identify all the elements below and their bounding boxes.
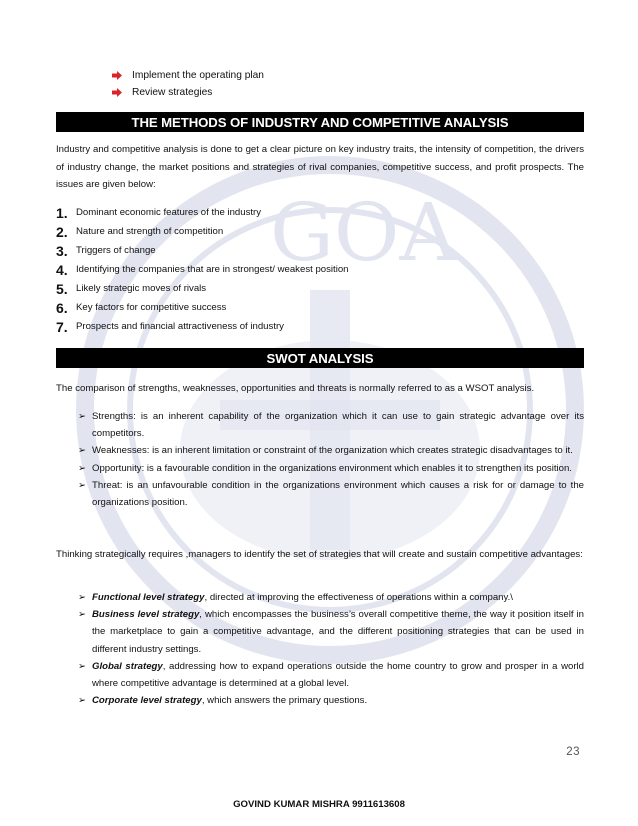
red-arrow-icon	[112, 71, 122, 80]
top-bullet-item	[112, 67, 264, 84]
top-bullet-list	[112, 67, 264, 101]
list-item: ➢ Corporate level strategy, which answers the primary questions.	[78, 692, 584, 709]
swot-list	[78, 408, 584, 511]
list-item: ➢ Weaknesses: is an inherent limitation or constraint of the organization which creates strategic disadvantages to it.	[78, 442, 584, 459]
numbered-issue-list	[56, 203, 349, 336]
svg-text:GOA: GOA	[270, 186, 458, 279]
footer-author: GOVIND KUMAR MISHRA 9911613608	[233, 799, 405, 810]
page-number: 23	[566, 746, 580, 758]
top-bullet-text: Review strategies	[132, 87, 213, 98]
list-item: 7. Prospects and financial attractiveness of industry	[56, 318, 284, 335]
strategy-term: Global strategy	[92, 660, 163, 672]
swot-intro: The comparison of strengths, weaknesses, opportunities and threats is normally referred to as a WSOT analysis.	[56, 383, 535, 394]
list-item: 3. Triggers of change	[56, 242, 156, 259]
list-item: ➢ Global strategy, addressing how to expand operations outside the home country to grow and prosper in a world where competitive advantage is determined at a global level.	[78, 658, 584, 692]
red-arrow-icon	[112, 88, 122, 97]
strategic-thinking-paragraph: Thinking strategically requires ,managers to identify the set of strategies that will create and sustain competitive advantages:	[56, 549, 583, 560]
list-item: ➢ Threat: is an unfavourable condition in the organizations environment which causes a risk for or damage to the organizations position.	[78, 477, 584, 511]
list-item: ➢ Opportunity: is a favourable condition in the organizations environment which enables it to strengthen its position.	[78, 460, 584, 477]
check-arrow-icon: ➢	[78, 660, 87, 672]
check-arrow-icon: ➢	[78, 411, 87, 422]
list-item: ➢ Strengths: is an inherent capability of the organization which it can use to gain strategic advantage over its competitors.	[78, 408, 584, 442]
list-item: 1. Dominant economic features of the industry	[56, 204, 262, 221]
industry-analysis-intro: Industry and competitive analysis is done to get a clear picture on key industry traits, the intensity of competition, the drivers of industry change, the market positions and strategies of rival companies, competitive success, and profit prospects. The issues are given below:	[56, 144, 584, 190]
check-arrow-icon: ➢	[78, 462, 87, 474]
list-item: 4. Identifying the companies that are in strongest/ weakest position	[56, 261, 349, 278]
section-banner-swot: SWOT ANALYSIS	[56, 348, 584, 368]
strategy-term: Business level strategy	[92, 609, 200, 621]
list-item: 2. Nature and strength of competition	[56, 223, 224, 240]
check-arrow-icon: ➢	[78, 695, 87, 707]
top-bullet-text: Implement the operating plan	[132, 70, 264, 81]
list-item: ➢ Business level strategy, which encompasses the business’s overall competitive theme, the way it position itself in the marketplace to gain a competitive advantage, and the different positioning strategies that can be used in different industry settings.	[78, 606, 584, 658]
check-arrow-icon: ➢	[78, 479, 87, 491]
check-arrow-icon: ➢	[78, 592, 87, 603]
top-bullet-item	[112, 84, 264, 101]
check-arrow-icon: ➢	[78, 445, 87, 457]
check-arrow-icon: ➢	[78, 609, 87, 621]
list-item: 6. Key factors for competitive success	[56, 299, 227, 316]
section-banner-industry-analysis: THE METHODS OF INDUSTRY AND COMPETITIVE ANALYSIS	[56, 112, 584, 132]
strategy-level-list	[78, 589, 584, 709]
strategy-term: Corporate level strategy	[92, 695, 202, 707]
list-item: 5. Likely strategic moves of rivals	[56, 280, 207, 297]
list-item: ➢ Functional level strategy, directed at improving the effectiveness of operations within a company.\	[78, 589, 584, 606]
strategy-term: Functional level strategy	[92, 592, 205, 603]
